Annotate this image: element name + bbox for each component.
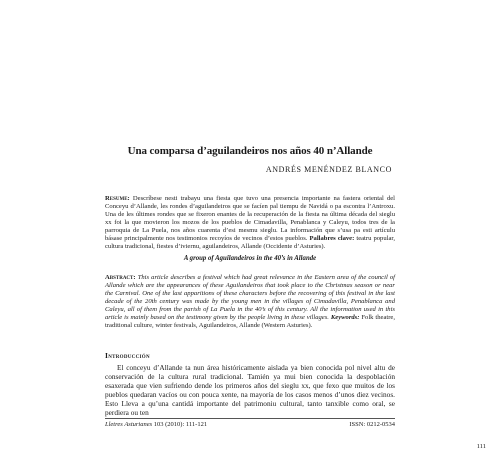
keywords-es-label: Pallabres clave: <box>309 235 355 242</box>
keywords-en-text: Folk theatre, traditional culture, winter festivals, Aguilandeiros, Allande (Western Asturies). <box>105 314 396 329</box>
section-heading-introduction: Introducción <box>105 351 150 360</box>
footer-issn: ISSN: 0212-0534 <box>349 421 395 428</box>
abstract-en-text: This article describes a festival which had great relevance in the Eastern area of the council of Allande which are the appearances of these Aguilandeiros that took place to the Christmas season or near the Carnival. One of the last apparitions of these characters before the recovering of this festival in the last decade of the 20th century was made by the young men in the villages of Cimadavilla, Penablanca and Caleyu, all of them from the parish of La Puela in the 40’s of this century. All the information used in this article is mainly based on the testimony given by the people living in these villages. <box>105 274 395 321</box>
abstract-es-text: Descríbese nesti trabayu una fiesta que tuvo una presencia importante na fastera oriental del Conceyu d’Allande, les rondes d’aguilandeiros que se facíen pal tiempu de Navidá o pa escontra l’Antroxu. Una de les últimes rondes que se fixeron enantes de la recuperación de la fiesta na última década del sieglu xx foi la que movieron los mozos de los pueblos de Cimadavilla, Penablanca y Caleyu, todos tres de la parroquia de La Puela, nos años cuarenta d’esi mesmu sieglu. La información que s’usa pa esti artículu básase principalmente nos testimonios recoyíos de vecinos d’estos pueblos. <box>105 195 395 242</box>
footer-divider <box>105 418 395 419</box>
abstract-en-label: Abstract: <box>105 274 136 281</box>
keywords-es-text: teatru popular, cultura tradicional, fiestes d’iviernu, aguilandeiros, Allande (Occidente d’Asturies). <box>105 235 395 250</box>
journal-citation: 103 (2010): 111-121 <box>153 421 208 428</box>
page-number: 111 <box>476 443 486 450</box>
abstract-english <box>105 274 395 330</box>
introduction-paragraph: El conceyu d’Allande ta nun área históricamente aislada ya bien conocida pol nivel altu de conservación de la cultura rural tradicional. Tamién ya mui bien conocida la despoblación esaxerada que vien sufriendo dende los primeros años del sieglu xx, que fexo que muitos de los pueblos quedaran vacíos ou con pouca xente, na mayoría de los casos menos d’unos diez vecinos. Esto Lleva a qu’una cantidá importante del patrimoniu cultural, tanto tanxible como oral, se perdiera ou ten <box>105 363 395 417</box>
article-author: ANDRÉS MENÉNDEZ BLANCO <box>265 165 392 174</box>
footer-citation <box>105 421 207 428</box>
journal-name: Lletres Asturianes <box>105 421 153 428</box>
article-title: Una comparsa d’aguilandeiros nos años 40 n’Allande <box>127 145 373 157</box>
keywords-en-label: Keywords: <box>330 314 360 321</box>
abstract-asturian <box>105 195 395 251</box>
abstract-es-label: Resume: <box>105 195 130 202</box>
english-title: A group of Aguilandeiros in the 40’s in Allande <box>183 255 317 262</box>
